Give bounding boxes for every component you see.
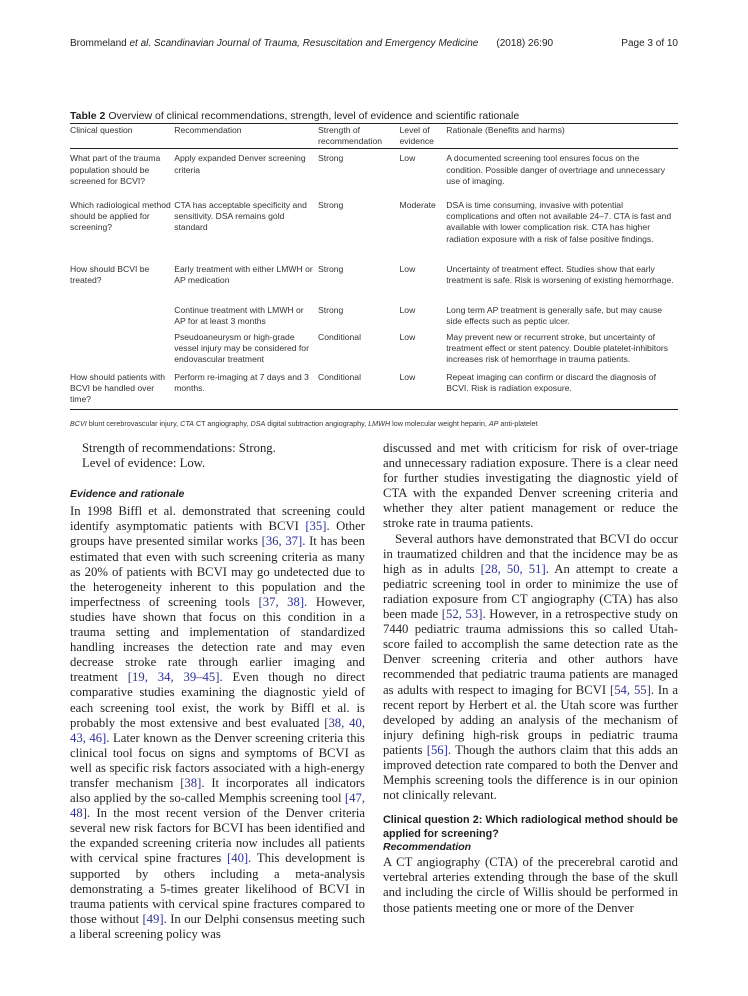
citation-link[interactable]: [19, 34, 39–45] bbox=[127, 670, 220, 685]
citation-link[interactable]: [38] bbox=[180, 775, 202, 790]
table-caption bbox=[70, 110, 519, 122]
strength-of-recommendation: Strength of recommendations: Strong. bbox=[82, 441, 276, 455]
table-row bbox=[70, 332, 678, 372]
recommendations-table bbox=[70, 123, 678, 410]
table-cell: DSA is time consuming, invasive with potential complications and often not available 24–7. CTA is fast and available with lower complication risk. CTA has higher radiation exposure with a risk of false positive findings. bbox=[446, 199, 672, 244]
header-rationale: Rationale (Benefits and harms) bbox=[446, 125, 565, 135]
header-strength: Strength of recommendation bbox=[318, 125, 383, 147]
header-recommendation: Recommendation bbox=[174, 125, 242, 135]
body-paragraph: In 1998 Biffl et al. demonstrated that screening could identify asymptomatic patients with BCVI [35]. Other groups have presented similar works [36, 37]. It has been estimated that even with such screening criteria as many as 20% of patients with BCVI may go undetected due to the heterogeneity inherent to this population and the imperfectness of screening tools [37, 38]. However, studies have shown that focus on this condition in a trauma setting and implementation of standardized handling increases the detection rate and may even decrease stroke rate through earlier imaging and treatment [19, 34, 39–45]. Even though no direct comparative studies examining the diagnostic yield of each screening tool exist, the work by Biffl et al. is probably the most extensive and best evaluated [38, 40, 43, 46]. Later known as the Denver screening criteria this clinical tool focus on signs and symptoms of BCVI as well as specific risk factors associated with a high-energy transfer mechanism [38]. It incorporates all indicators also applied by the so-called Memphis screening tool [47, 48]. In the most recent version of the Denver criteria several new risk factors for BCVI has been identified and the expanded screening criteria now includes all patients with cervical spine fractures [40]. This development is supported by others including a meta-analysis demonstrating a 5-times greater likelihood of BCVI in trauma patients with cervical spine fractures compared to those without [49]. In our Delphi consensus meeting such a liberal screening policy was bbox=[70, 504, 365, 941]
table-row bbox=[70, 200, 678, 264]
level-of-evidence: Level of evidence: Low. bbox=[82, 456, 206, 471]
citation-link[interactable]: [49] bbox=[142, 911, 164, 926]
body-paragraph: Several authors have demonstrated that BCVI do occur in traumatized children and that the incidence may be as high as in adults [28, 50, 51]. An attempt to create a pediatric screening tool in order to minimize the use of radiation exposure from CT angiography (CTA) has also been made [52, 53]. However, in a retrospective study on 7440 pediatric trauma admissions this so called Utah-score failed to accomplish the same detection rate as the Denver screening criteria and other authors have recommended that pediatric trauma patients are managed as adults with respect to imaging for BCVI [54, 55]. In a recent report by Herbert et al. the Utah score was further developed by adding an analysis of the mechanism of injury defining high-risk groups in pediatric trauma patients [56]. Though the authors claim that this adds an improved detection rate compared to both the Denver and Memphis screening tools the difference is in our opinion not clinically relevant. bbox=[383, 531, 679, 803]
table-cell: Strong bbox=[318, 153, 344, 164]
header-level: Level of evidence bbox=[399, 125, 434, 147]
table-cell: Perform re-imaging at 7 days and 3 months. bbox=[174, 371, 309, 394]
citation-link[interactable]: [35] bbox=[305, 519, 327, 534]
table-cell: Long term AP treatment is generally safe, but may cause side effects such as peptic ulcer. bbox=[446, 304, 663, 327]
table-cell: Continue treatment with LMWH or AP for at least 3 months bbox=[174, 304, 304, 327]
table-cell: Low bbox=[399, 304, 416, 315]
table-cell: Moderate bbox=[399, 199, 436, 210]
table-cell: Repeat imaging can confirm or discard the diagnosis of BCVI. Risk is radiation exposure. bbox=[446, 371, 656, 394]
section-heading: Evidence and rationale bbox=[70, 488, 185, 501]
right-column bbox=[383, 441, 678, 916]
left-column bbox=[70, 441, 365, 942]
body-paragraph: discussed and met with criticism for risk of over-triage and unnecessary radiation exposure. There is a clear need for further studies investigating the diagnostic yield of CTA with the expanded Denver screening criteria and whether they alter patient management or reduce the stroke rate in trauma patients. bbox=[383, 441, 678, 531]
citation-link[interactable]: [52, 53] bbox=[441, 607, 483, 622]
table-cell: How should patients with BCVI be handled over time? bbox=[70, 371, 166, 405]
table-header-row bbox=[70, 124, 678, 149]
table-caption-text: Overview of clinical recommendations, strength, level of evidence and scientific rationale bbox=[105, 110, 520, 122]
table-footnote: BCVI blunt cerebrovascular injury, CTA CT angiography, DSA digital subtraction angiography, LMWH low molecular weight heparin, AP anti-platelet bbox=[70, 419, 538, 428]
table-cell: How should BCVI be treated? bbox=[70, 263, 150, 286]
citation-link[interactable]: [56] bbox=[426, 742, 448, 757]
header-clinical-question: Clinical question bbox=[70, 125, 133, 135]
table-cell: Low bbox=[399, 263, 416, 274]
citation-link[interactable]: [40] bbox=[227, 851, 249, 866]
table-cell: What part of the trauma population should be screened for BCVI? bbox=[70, 153, 161, 186]
body-paragraph: A CT angiography (CTA) of the precerebral carotid and vertebral arteries extending through the base of the skull and including the circle of Willis should be performed in those patients meeting one or more of the Denver bbox=[383, 855, 678, 915]
table-cell: Which radiological method should be applied for screening? bbox=[70, 199, 171, 233]
citation-link[interactable]: [47, 48] bbox=[70, 791, 365, 821]
table-label: Table 2 bbox=[70, 110, 106, 122]
citation-link[interactable]: [38, 40, 43, 46] bbox=[70, 715, 365, 745]
table-cell bbox=[70, 332, 174, 372]
citation-link[interactable]: [54, 55] bbox=[609, 682, 651, 697]
table-cell: Conditional bbox=[318, 331, 361, 342]
table-cell: May prevent new or recurrent stroke, but uncertainty of treatment effect or stent patency. Double platelet-inhibitors increases risk of hemorrhage in trauma patients. bbox=[446, 331, 669, 365]
table-cell: Low bbox=[399, 331, 416, 342]
table-row bbox=[70, 305, 678, 332]
table-cell: Conditional bbox=[318, 371, 361, 382]
citation-link[interactable]: [28, 50, 51] bbox=[480, 561, 546, 576]
clinical-question-heading: Clinical question 2: Which radiological method should be applied for screening? bbox=[383, 814, 678, 840]
page-number: Page 3 of 10 bbox=[621, 38, 678, 49]
table-cell: Low bbox=[399, 371, 416, 382]
table-cell: Pseudoaneurysm or high-grade vessel injury may be considered for endovascular treatment bbox=[174, 331, 309, 365]
table-cell: Strong bbox=[318, 304, 344, 315]
journal-year-volume: (2018) 26:90 bbox=[496, 38, 554, 49]
journal-citation: Brommeland et al. Scandinavian Journal of Trauma, Resuscitation and Emergency Medicine bbox=[70, 38, 479, 49]
table-cell: Strong bbox=[318, 263, 344, 274]
table-row bbox=[70, 264, 678, 305]
table-cell: CTA has acceptable specificity and sensitivity. DSA remains gold standard bbox=[174, 199, 307, 233]
citation-link[interactable]: [37, 38] bbox=[258, 594, 305, 609]
table-cell: Uncertainty of treatment effect. Studies show that early treatment is safe. Risk is worsening of existing hemorrhage. bbox=[446, 263, 674, 286]
table-cell: A documented screening tool ensures focus on the condition. Possible danger of overtriage and unnecessary use of imaging. bbox=[446, 153, 666, 186]
running-head bbox=[70, 38, 678, 49]
recommendation-heading: Recommendation bbox=[383, 841, 472, 854]
table-cell: Low bbox=[399, 153, 416, 164]
table-row bbox=[70, 149, 678, 200]
table-cell: Early treatment with either LMWH or AP medication bbox=[174, 263, 313, 286]
table-cell: Strong bbox=[318, 199, 344, 210]
citation-link[interactable]: [36, 37] bbox=[261, 534, 303, 549]
table-cell: Apply expanded Denver screening criteria bbox=[174, 153, 306, 175]
table-cell bbox=[70, 305, 174, 332]
table-row bbox=[70, 372, 678, 410]
